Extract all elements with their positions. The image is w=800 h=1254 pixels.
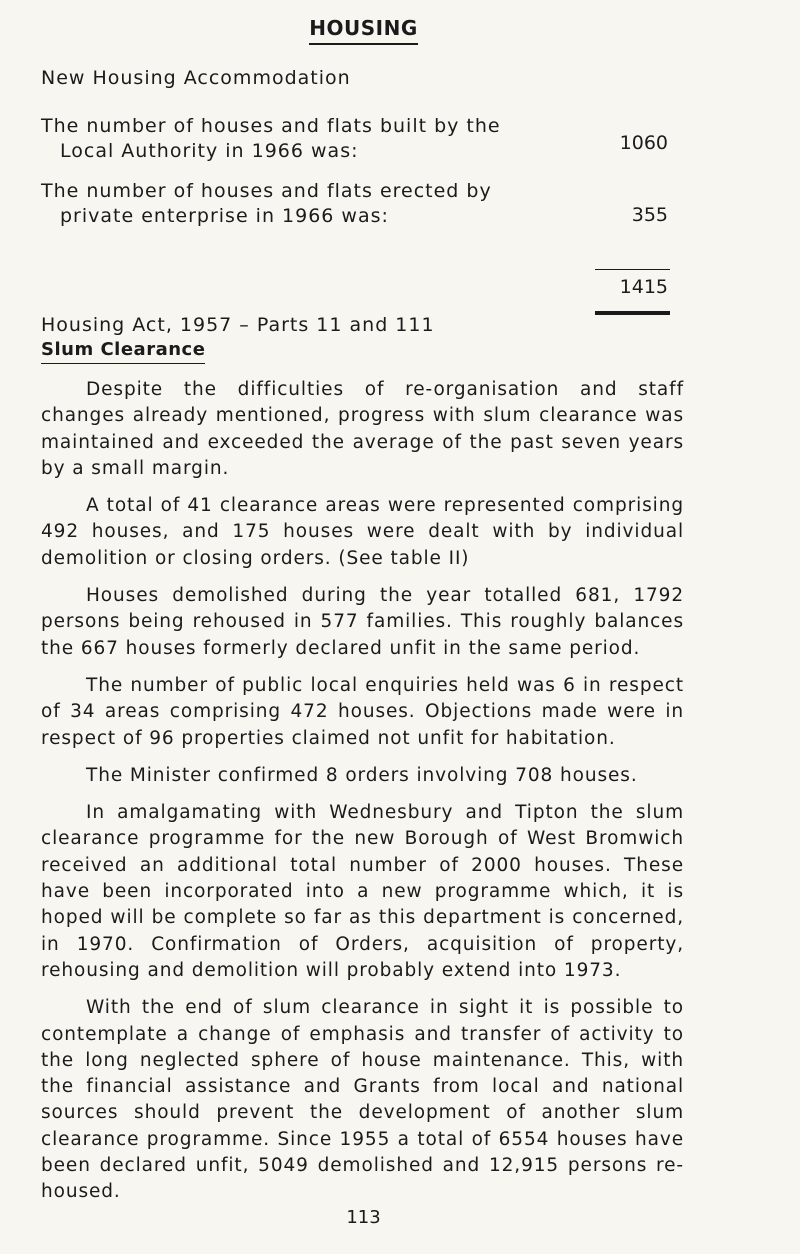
stat-label-private-enterprise: The number of houses and flats erected by private enterprise in 1966 was: bbox=[41, 180, 492, 227]
body-text bbox=[41, 377, 684, 1217]
subsection-subtitle: Slum Clearance bbox=[41, 339, 205, 360]
stat-label-local-authority: The number of houses and flats built by the Local Authority in 1966 was: bbox=[41, 115, 501, 162]
paragraph: The Minister confirmed 8 orders involving 708 houses. bbox=[86, 764, 638, 786]
total-value: 1415 bbox=[619, 276, 668, 298]
paragraph: With the end of slum clearance in sight it is possible to contemplate a change of emphasis and transfer of activity to the long neglected sphere of house maintenance. This, with the financial assistance and Grants from local and national sources should prevent the development of another slum clearance programme. Since 1955 a total of 6554 houses have been declared unfit, 5049 demolished and 12,915 persons re-housed. bbox=[41, 997, 684, 1203]
paragraph: In amalgamating with Wednesbury and Tipton the slum clearance programme for the new Borough of West Bromwich received an additional total number of 2000 houses. These have been incorporated into a new programme which, it is hoped will be complete so far as this department is concerned, in 1970. Confirmation of Orders, acquisition of property, rehousing and demolition will probably extend into 1973. bbox=[41, 802, 684, 981]
stat-value-local-authority: 1060 bbox=[619, 132, 668, 154]
page-heading: HOUSING bbox=[0, 16, 727, 40]
stat-value-private-enterprise: 355 bbox=[631, 204, 668, 226]
paragraph: Despite the difficulties of re-organisation and staff changes already mentioned, progress with slum clearance was maintained and exceeded the average of the past seven years by a small margin. bbox=[41, 379, 684, 479]
subsection-title: Housing Act, 1957 – Parts 11 and 111 bbox=[41, 314, 435, 336]
sum-rule bbox=[595, 269, 670, 270]
section-title: New Housing Accommodation bbox=[41, 67, 351, 89]
paragraph: A total of 41 clearance areas were represented comprising 492 houses, and 175 houses were dealt with by individual demolition or closing orders. (See table II) bbox=[41, 495, 684, 569]
total-double-rule bbox=[595, 311, 670, 315]
paragraph: The number of public local enquiries held was 6 in respect of 34 areas comprising 472 houses. Objections made were in respect of 96 properties claimed not unfit for habitation. bbox=[41, 674, 684, 749]
page-number: 113 bbox=[346, 1207, 381, 1228]
paragraph: Houses demolished during the year totalled 681, 1792 persons being rehoused in 577 families. This roughly balances the 667 houses formerly declared unfit in the same period. bbox=[41, 585, 684, 659]
